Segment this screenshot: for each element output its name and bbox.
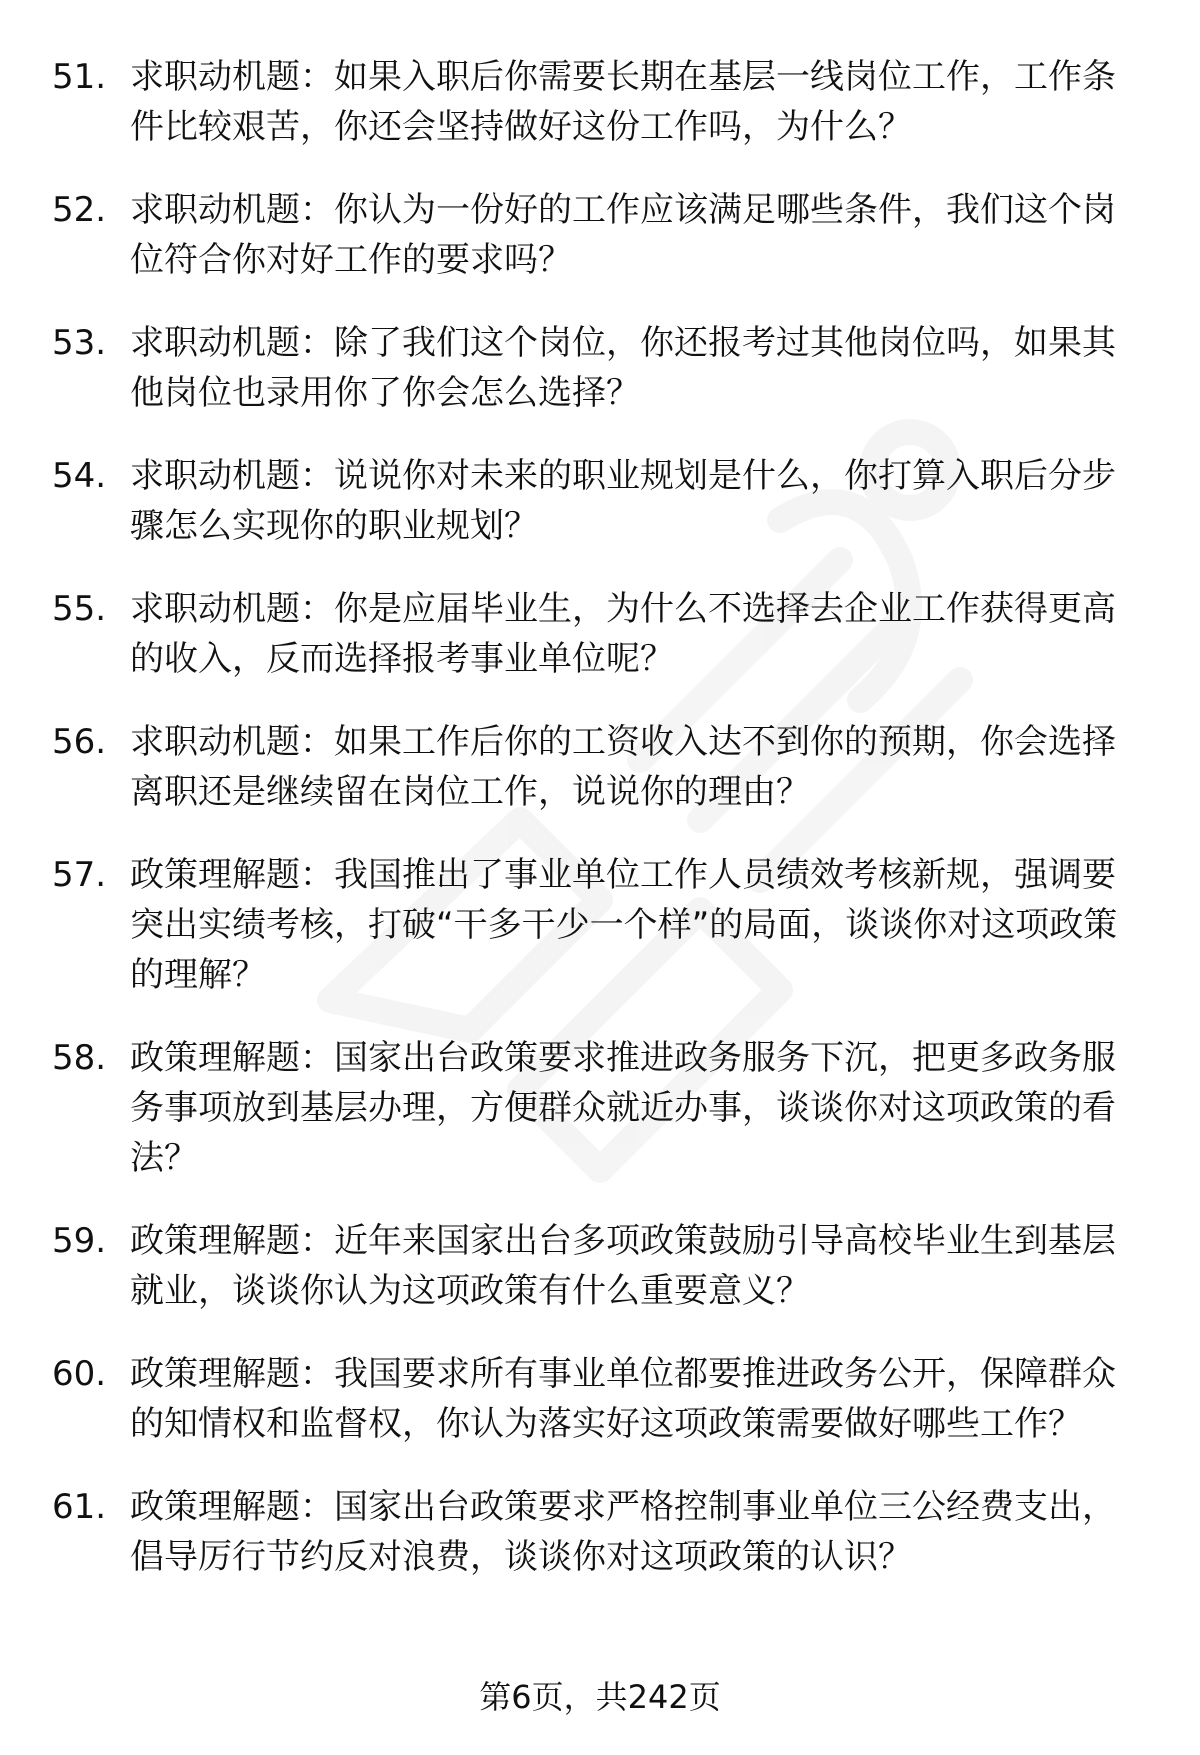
question-number: 60. — [52, 1354, 107, 1394]
question-text: 政策理解题：国家出台政策要求推进政务服务下沉，把更多政务服务事项放到基层办理，方便群众就近办事，谈谈你对这项政策的看法？ — [130, 1038, 1116, 1178]
question-item — [0, 1349, 1200, 1449]
question-text: 求职动机题：除了我们这个岗位，你还报考过其他岗位吗，如果其他岗位也录用你了你会怎么选择？ — [130, 323, 1116, 413]
question-item — [0, 52, 1200, 152]
question-text: 政策理解题：我国推出了事业单位工作人员绩效考核新规，强调要突出实绩考核，打破“干多干少一个样”的局面，谈谈你对这项政策的理解？ — [130, 855, 1118, 995]
question-item — [0, 1482, 1200, 1582]
question-text: 求职动机题：说说你对未来的职业规划是什么，你打算入职后分步骤怎么实现你的职业规划？ — [130, 456, 1116, 546]
question-item — [0, 584, 1200, 684]
question-number: 55. — [52, 589, 107, 629]
question-item — [0, 451, 1200, 551]
question-number: 58. — [52, 1038, 107, 1078]
question-item — [0, 850, 1200, 1000]
page-footer: 第6页，共242页 — [479, 1678, 721, 1716]
question-item — [0, 185, 1200, 285]
question-text: 政策理解题：我国要求所有事业单位都要推进政务公开，保障群众的知情权和监督权，你认为落实好这项政策需要做好哪些工作？ — [130, 1354, 1116, 1444]
question-number: 53. — [52, 323, 107, 363]
question-text: 政策理解题：国家出台政策要求严格控制事业单位三公经费支出，倡导厉行节约反对浪费，谈谈你对这项政策的认识？ — [130, 1487, 1116, 1577]
question-number: 61. — [52, 1487, 107, 1527]
question-number: 52. — [52, 190, 107, 230]
question-item — [0, 1216, 1200, 1316]
question-number: 56. — [52, 722, 107, 762]
question-text: 求职动机题：你是应届毕业生，为什么不选择去企业工作获得更高的收入，反而选择报考事业单位呢？ — [130, 589, 1116, 679]
question-number: 54. — [52, 456, 107, 496]
question-number: 51. — [52, 57, 107, 97]
question-text: 求职动机题：如果工作后你的工资收入达不到你的预期，你会选择离职还是继续留在岗位工作，说说你的理由？ — [130, 722, 1116, 812]
question-text: 求职动机题：如果入职后你需要长期在基层一线岗位工作，工作条件比较艰苦，你还会坚持做好这份工作吗，为什么？ — [130, 57, 1116, 147]
question-item — [0, 318, 1200, 418]
question-item — [0, 717, 1200, 817]
question-list — [0, 52, 1200, 1615]
question-text: 政策理解题：近年来国家出台多项政策鼓励引导高校毕业生到基层就业，谈谈你认为这项政策有什么重要意义？ — [130, 1221, 1116, 1311]
question-item — [0, 1033, 1200, 1183]
question-text: 求职动机题：你认为一份好的工作应该满足哪些条件，我们这个岗位符合你对好工作的要求吗？ — [130, 190, 1116, 280]
question-number: 59. — [52, 1221, 107, 1261]
question-number: 57. — [52, 855, 107, 895]
